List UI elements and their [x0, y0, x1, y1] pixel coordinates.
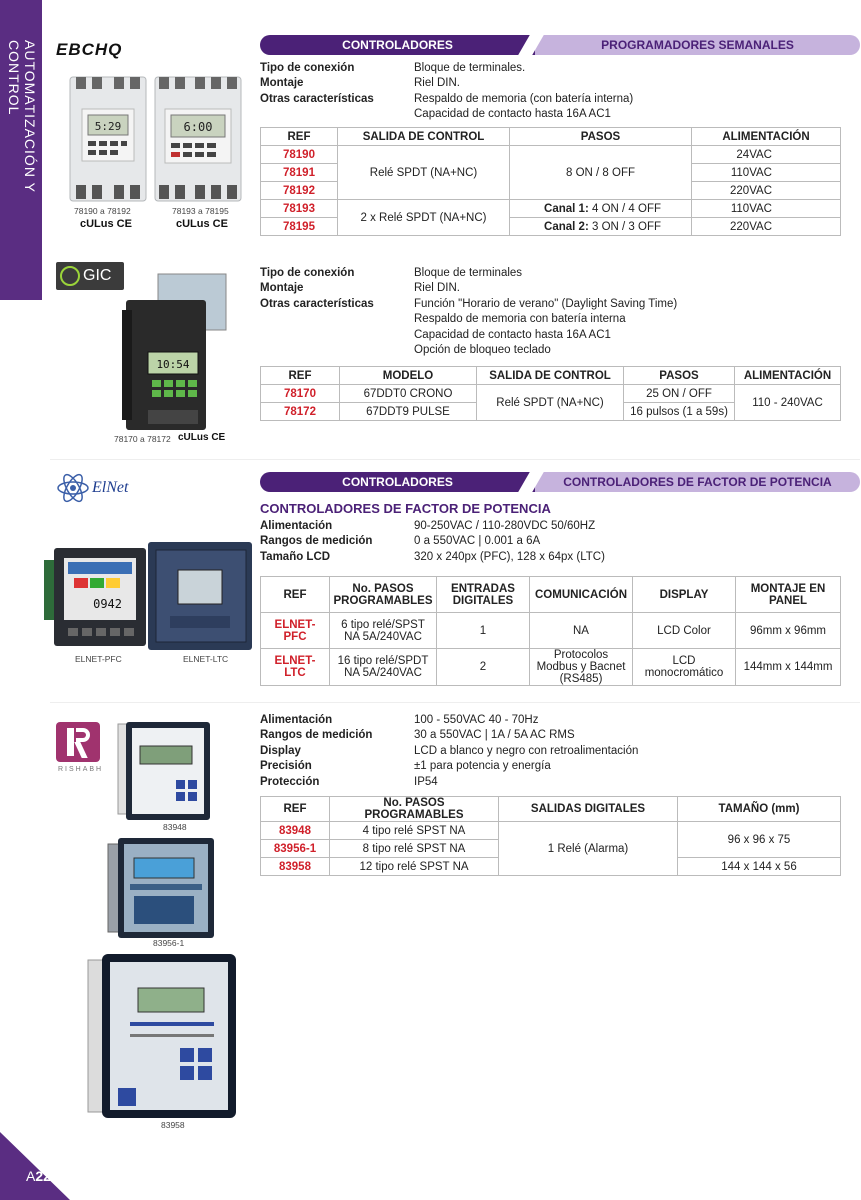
caption-83956-1: 83956-1 [153, 938, 185, 948]
certification-mark: cULus CE [178, 432, 226, 443]
ebchq-logo: EBCHQ [56, 40, 123, 59]
sidebar-section-title: AUTOMATIZACIÓN Y CONTROL [6, 40, 38, 193]
header-category: CONTROLADORES [260, 472, 535, 492]
section-header-programadores [260, 35, 860, 55]
gic-logo: GIC [56, 262, 124, 290]
section-title-factor-potencia: CONTROLADORES DE FACTOR DE POTENCIA [260, 501, 551, 516]
specs-gic: Tipo de conexión Bloque de terminales Montaje Riel DIN. Otras características Función "Horario de verano" (Daylight Saving Time) Respaldo de memoria con batería interna Capacidad de contacto hasta 16A AC1 Opción de bloqueo teclado [260, 267, 678, 357]
timer-78190-image [68, 73, 148, 205]
rishabh-83956-image [106, 836, 216, 940]
header-category: CONTROLADORES [260, 35, 535, 55]
ref-78190: 78190 [261, 146, 338, 164]
ref-78191: 78191 [261, 164, 338, 182]
caption-elnet-ltc: ELNET-LTC [183, 654, 229, 664]
ref-78170: 78170 [261, 385, 340, 403]
specs-programadores: Tipo de conexión Bloque de terminales. Montaje Riel DIN. Otras características Respaldo de memoria (con batería interna) Capacidad de contacto hasta 16A AC1 [260, 62, 634, 121]
table-gic: REF MODELO SALIDA DE CONTROL PASOS ALIMENTACIÓN 78170 67DDT0 CRONO Relé SPDT (NA+NC) 25 ON / OFF 110 - 240VAC 78172 67DDT9 PULSE 16 pulsos (1 a 59s) [260, 366, 841, 421]
footer-corner [0, 1132, 70, 1200]
svg-text:0942: 0942 [93, 597, 122, 611]
rishabh-83948-image [116, 720, 212, 822]
ref-elnet-ltc: ELNET-LTC [261, 649, 330, 686]
table-rishabh: REF No. PASOS PROGRAMABLES SALIDAS DIGITALES TAMAÑO (mm) 83948 4 tipo relé SPST NA 1 Relé (Alarma) 96 x 96 x 75 83956-1 8 tipo relé SPST NA 83958 12 tipo relé SPST NA 144 x 144 x 56 [260, 796, 841, 876]
header-subcategory: PROGRAMADORES SEMANALES [535, 35, 860, 55]
caption-78193: 78193 a 78195 [172, 206, 229, 216]
ref-83958: 83958 [261, 858, 330, 876]
ref-83948: 83948 [261, 822, 330, 840]
elnet-logo: ElNet [56, 473, 128, 503]
sidebar-band-tip [0, 270, 42, 300]
caption-83948: 83948 [163, 822, 187, 832]
table-programadores: REF SALIDA DE CONTROL PASOS ALIMENTACIÓN 78190 Relé SPDT (NA+NC) 8 ON / 8 OFF 24VAC 78191 110VAC 78192 220VAC 78193 2 x Relé SPDT (NA+NC) Canal 1: 4 ON / 4 OFF 110VAC 78195 Canal 2: 3 ON / 3 OFF 220VAC [260, 127, 841, 236]
certification-mark: cULus CE [176, 218, 228, 230]
elnet-pfc-image [44, 542, 149, 650]
page-number: A22 [26, 1168, 51, 1184]
caption-elnet-pfc: ELNET-PFC [75, 654, 122, 664]
atom-icon [56, 473, 90, 503]
caption-78170: 78170 a 78172 [114, 434, 171, 444]
timer-78193-image [153, 73, 243, 205]
rishabh-wordmark: RISHABH [58, 766, 104, 773]
section-header-factor-potencia [260, 472, 860, 492]
rishabh-logo [56, 722, 100, 762]
certification-mark: cULus CE [80, 218, 132, 230]
caption-83958: 83958 [161, 1120, 185, 1130]
ref-78193: 78193 [261, 200, 338, 218]
caption-78190: 78190 a 78192 [74, 206, 131, 216]
specs-elnet: Alimentación 90-250VAC / 110-280VDC 50/60HZ Rangos de medición 0 a 550VAC | 0.001 a 6A Tamaño LCD 320 x 240px (PFC), 128 x 64px (LTC) [260, 520, 605, 563]
timer-78170-image [118, 270, 230, 435]
svg-text:6:00: 6:00 [183, 120, 213, 134]
ref-78195: 78195 [261, 218, 338, 236]
ref-83956-1: 83956-1 [261, 840, 330, 858]
svg-text:10:54: 10:54 [156, 358, 190, 371]
svg-text:5:29: 5:29 [94, 120, 122, 133]
elnet-ltc-image [146, 540, 254, 652]
table-elnet: REF No. PASOS PROGRAMABLES ENTRADAS DIGITALES COMUNICACIÓN DISPLAY MONTAJE EN PANEL ELNET-PFC 6 tipo relé/SPST NA 5A/240VAC 1 NA LCD Color 96mm x 96mm ELNET-LTC 16 tipo relé/SPDT NA 5A/240VAC 2 Protocolos Modbus y Bacnet (RS485) LCD monocromático 144mm x 144mm [260, 576, 841, 686]
ref-elnet-pfc: ELNET-PFC [261, 613, 330, 649]
specs-rishabh: Alimentación 100 - 550VAC 40 - 70Hz Rangos de medición 30 a 550VAC | 1A / 5A AC RMS Display LCD a blanco y negro con retroalimentación Precisión ±1 para potencia y energía Protección IP54 [260, 714, 639, 788]
ref-78192: 78192 [261, 182, 338, 200]
rishabh-83958-image [86, 952, 238, 1120]
header-subcategory: CONTROLADORES DE FACTOR DE POTENCIA [535, 472, 860, 492]
ref-78172: 78172 [261, 403, 340, 421]
